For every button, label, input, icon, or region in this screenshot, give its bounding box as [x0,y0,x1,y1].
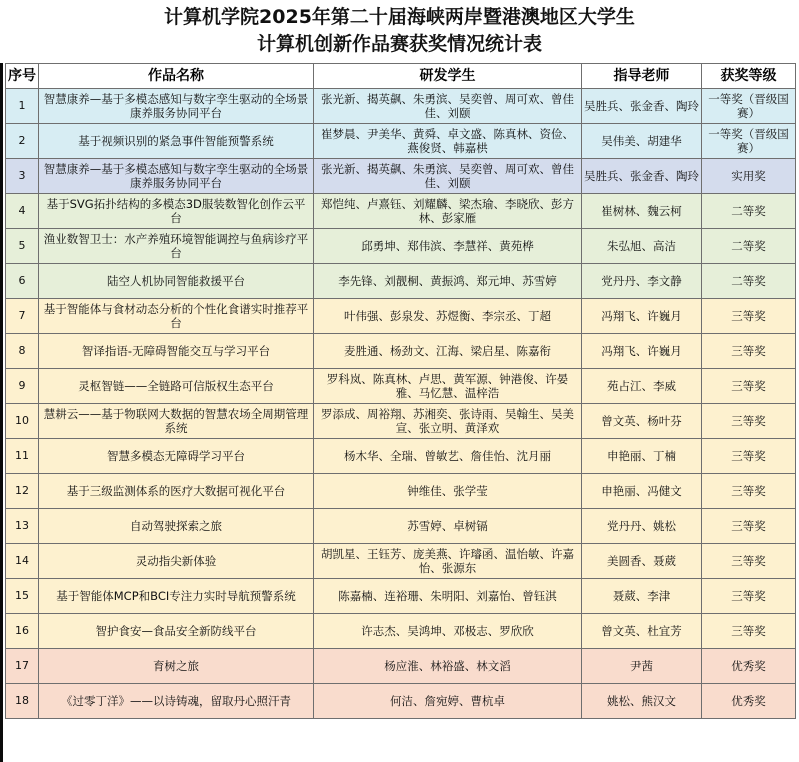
cell-students: 叶伟强、彭泉发、苏煜衡、李宗丞、丁超 [314,299,582,334]
cell-award: 三等奖 [702,509,796,544]
cell-award: 二等奖 [702,194,796,229]
header-seq: 序号 [6,64,39,89]
cell-award: 二等奖 [702,229,796,264]
cell-award: 实用奖 [702,159,796,194]
header-award: 获奖等级 [702,64,796,89]
cell-seq: 5 [6,229,39,264]
cell-seq: 13 [6,509,39,544]
cell-teachers: 申艳丽、丁楠 [582,439,702,474]
cell-work: 智护食安—食品安全新防线平台 [39,614,314,649]
cell-teachers: 姚松、熊汉文 [582,684,702,719]
cell-seq: 4 [6,194,39,229]
cell-award: 三等奖 [702,474,796,509]
cell-work: 基于三级监测体系的医疗大数据可视化平台 [39,474,314,509]
cell-seq: 15 [6,579,39,614]
cell-students: 陈嘉楠、连裕珊、朱明阳、刘嘉怡、曾钰淇 [314,579,582,614]
table-row [6,614,796,649]
cell-students: 许志杰、吴鸿坤、邓极志、罗欣欣 [314,614,582,649]
cell-work: 基于智能体MCP和BCI专注力实时导航预警系统 [39,579,314,614]
cell-students: 张光新、揭英飙、朱勇滨、吴奕曾、周可欢、曾佳佳、刘颐 [314,159,582,194]
table-row [6,299,796,334]
table-row [6,369,796,404]
cell-award: 三等奖 [702,439,796,474]
cell-seq: 7 [6,299,39,334]
cell-seq: 18 [6,684,39,719]
cell-work: 智译指语-无障碍智能交互与学习平台 [39,334,314,369]
cell-award: 三等奖 [702,334,796,369]
cell-work: 灵枢智链——全链路可信版权生态平台 [39,369,314,404]
table-row [6,474,796,509]
table-row [6,579,796,614]
cell-seq: 14 [6,544,39,579]
cell-seq: 8 [6,334,39,369]
cell-work: 基于视频识别的紧急事件智能预警系统 [39,124,314,159]
page-title-line1: 计算机学院2025年第二十届海峡两岸暨港澳地区大学生 [164,6,635,28]
table-row [6,649,796,684]
cell-students: 何洁、詹宛婷、曹杭卓 [314,684,582,719]
cell-teachers: 吴胜兵、张金香、陶玲 [582,159,702,194]
left-edge-bar [0,63,3,762]
cell-award: 三等奖 [702,299,796,334]
table-row [6,159,796,194]
header-teachers: 指导老师 [582,64,702,89]
cell-seq: 17 [6,649,39,684]
cell-teachers: 美圆香、聂葳 [582,544,702,579]
table-row [6,404,796,439]
cell-students: 罗添成、周裕翔、苏湘奕、张诗雨、吴翰生、吴美宣、张立明、黄泽欢 [314,404,582,439]
table-row [6,334,796,369]
cell-award: 优秀奖 [702,649,796,684]
cell-seq: 6 [6,264,39,299]
cell-work: 基于智能体与食材动态分析的个性化食谱实时推荐平台 [39,299,314,334]
cell-work: 基于SVG拓扑结构的多模态3D服装数智化创作云平台 [39,194,314,229]
cell-teachers: 曾文英、杜宜芳 [582,614,702,649]
cell-work: 智慧多模态无障碍学习平台 [39,439,314,474]
cell-students: 麦胜通、杨劲文、江海、梁启星、陈嘉衔 [314,334,582,369]
cell-seq: 1 [6,89,39,124]
cell-students: 苏雪婷、卓树镉 [314,509,582,544]
cell-work: 智慧康养—基于多模态感知与数字孪生驱动的全场景康养服务协同平台 [39,159,314,194]
cell-seq: 9 [6,369,39,404]
cell-teachers: 朱弘旭、高洁 [582,229,702,264]
header-row [6,64,796,89]
table-row [6,264,796,299]
cell-teachers: 曾文英、杨叶芬 [582,404,702,439]
cell-seq: 11 [6,439,39,474]
cell-seq: 10 [6,404,39,439]
cell-students: 张光新、揭英飙、朱勇滨、吴奕曾、周可欢、曾佳佳、刘颐 [314,89,582,124]
cell-students: 崔梦晨、尹美华、黄舜、卓文盛、陈真林、资俭、燕俊贤、韩嘉栱 [314,124,582,159]
cell-students: 李先锋、刘靓桐、黄振鸿、郑元坤、苏雪婷 [314,264,582,299]
cell-students: 杨应淮、林裕盛、林文滔 [314,649,582,684]
cell-award: 优秀奖 [702,684,796,719]
cell-work: 陆空人机协同智能救援平台 [39,264,314,299]
cell-seq: 3 [6,159,39,194]
table-row [6,194,796,229]
cell-work: 慧耕云——基于物联网大数据的智慧农场全周期管理系统 [39,404,314,439]
table-row [6,544,796,579]
cell-work: 自动驾驶探索之旅 [39,509,314,544]
cell-award: 一等奖（晋级国赛） [702,124,796,159]
table-row [6,684,796,719]
cell-students: 罗科岚、陈真林、卢思、黄军源、钟港俊、许晏雅、马忆慧、温梓浩 [314,369,582,404]
cell-seq: 16 [6,614,39,649]
cell-students: 杨木华、全瑞、曾敏艺、詹佳怡、沈月丽 [314,439,582,474]
cell-teachers: 冯翔飞、许巍月 [582,334,702,369]
cell-teachers: 党丹丹、李文静 [582,264,702,299]
cell-teachers: 崔树林、魏云柯 [582,194,702,229]
header-work: 作品名称 [39,64,314,89]
table-row [6,509,796,544]
cell-award: 三等奖 [702,579,796,614]
cell-teachers: 党丹丹、姚松 [582,509,702,544]
cell-work: 智慧康养—基于多模态感知与数字孪生驱动的全场景康养服务协同平台 [39,89,314,124]
cell-students: 邱勇坤、郑伟滨、李慧祥、黄苑桦 [314,229,582,264]
table-row [6,124,796,159]
cell-award: 一等奖（晋级国赛） [702,89,796,124]
header-students: 研发学生 [314,64,582,89]
cell-award: 二等奖 [702,264,796,299]
cell-teachers: 吴伟美、胡建华 [582,124,702,159]
cell-teachers: 冯翔飞、许巍月 [582,299,702,334]
cell-seq: 12 [6,474,39,509]
cell-work: 《过零丁洋》——以诗铸魂，留取丹心照汗青 [39,684,314,719]
table-row [6,229,796,264]
cell-students: 郑恺纯、卢熹钰、刘耀麟、梁杰瑜、李晓欣、彭方林、彭家雁 [314,194,582,229]
page-title-line2: 计算机创新作品赛获奖情况统计表 [256,33,542,55]
award-table [5,63,796,719]
cell-students: 钟维佳、张学莹 [314,474,582,509]
cell-work: 灵动指尖新体验 [39,544,314,579]
cell-award: 三等奖 [702,544,796,579]
cell-work: 渔业数智卫士：水产养殖环境智能调控与鱼病诊疗平台 [39,229,314,264]
cell-seq: 2 [6,124,39,159]
cell-award: 三等奖 [702,369,796,404]
cell-teachers: 申艳丽、冯健文 [582,474,702,509]
cell-award: 三等奖 [702,404,796,439]
table-row [6,89,796,124]
cell-award: 三等奖 [702,614,796,649]
cell-teachers: 尹茜 [582,649,702,684]
cell-work: 育树之旅 [39,649,314,684]
cell-teachers: 聂葳、李津 [582,579,702,614]
table-row [6,439,796,474]
cell-teachers: 吴胜兵、张金香、陶玲 [582,89,702,124]
cell-students: 胡凯星、王钰芳、庞美燕、许璿函、温怡敏、许嘉怡、张源东 [314,544,582,579]
cell-teachers: 苑占江、李威 [582,369,702,404]
